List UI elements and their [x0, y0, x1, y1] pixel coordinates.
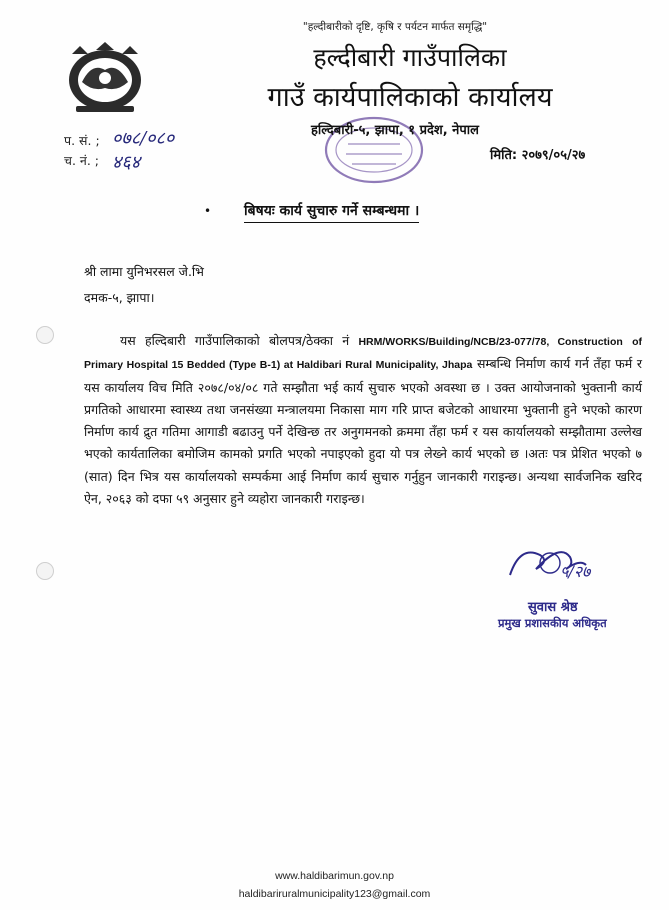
signature-date: ५/२७	[560, 562, 591, 581]
recipient-address: दमक-५, झापा।	[84, 290, 155, 305]
letter-subject: बिषयः कार्य सुचारु गर्ने सम्बन्धमा ।	[244, 200, 419, 223]
recipient-name: श्री लामा युनिभरसल जे.भि	[84, 264, 204, 279]
chalani-number-label: च. नं. ;	[64, 153, 99, 168]
contract-title: of Primary Hospital 15 Bedded (Type B-1) at Haldibari Rural Municipality, Jhapa	[84, 336, 642, 372]
tagline: "हल्दीबारीको दृष्टि, कृषि र पर्यटन मार्फत समृद्धि"	[302, 21, 488, 33]
punch-hole-top	[36, 326, 54, 344]
footer-email: haldibariruralmunicipality123@gmail.com	[238, 888, 431, 900]
letter-body	[84, 330, 642, 510]
office-address: हल्दिबारी-५, झापा, १ प्रदेश, नेपाल	[311, 123, 479, 138]
letter-date: मिति: २०७९/०५/२७	[490, 148, 586, 163]
chalani-number-value: ४६४	[112, 152, 141, 173]
footer-website: www.haldibarimun.gov.np	[275, 870, 394, 882]
patra-sankhya-label: प. सं. ;	[64, 133, 100, 148]
signatory-name: सुवास श्रेष्ठ	[528, 600, 578, 615]
signatory-title: प्रमुख प्रशासकीय अधिकृत	[498, 616, 607, 630]
patra-sankhya-value: ०७८/०८०	[112, 128, 175, 149]
body-rest: सम्बन्धि निर्माण कार्य गर्न तँहा फर्म र यस कार्यालय विच मिति २०७८/०४/०८ गते सम्झौता भई कार्य सुचारु भएको अवस्था छ । उक्त आयोजनाको भुक्तानी कार्य प्रगतिको आधारमा स्वास्थ्य तथा जनसंख्या मन्त्रालयमा निकासा माग गरि प्राप्त बजेटको आधारमा भुक्तानी हुने भएको कारण निर्माण कार्य द्रुत गतिमा आगाडी बढाउनु पर्ने देखिन्छ तर अनुगमनको क्रममा तँहा फर्म र यस कार्यालयको सम्झौतामा उल्लेख भएको कार्यतालिका बमोजिम कामको प्रगति भएको नपाइएको हुदा यो पत्र लेख्ने कार्य भएको छ ।अतः पत्र प्रेशित भएको ७ (सात) दिन भित्र यस कार्यालयको सम्पर्कमा आई निर्माण कार्य सुचारु गर्नुहुन जानकारी गराइन्छ। अन्यथा सार्वजनिक खरिद ऐन, २०६३ को दफा ५९ अनुसार हुने व्यहोरा जानकारी गराइन्छ।	[84, 356, 642, 507]
bullet-dot-icon: •	[204, 204, 212, 218]
contract-number: HRM/WORKS/Building/NCB/23-077/78, Construction	[358, 336, 623, 348]
office-name: हल्दीबारी गाउँपालिका	[313, 43, 507, 72]
body-intro: यस हल्दिबारी गाउँपालिकाको बोलपत्र/ठेक्का नं	[120, 333, 350, 348]
office-subtitle: गाउँ कार्यपालिकाको कार्यालय	[267, 82, 553, 113]
punch-hole-bottom	[36, 562, 54, 580]
nepal-government-emblem-icon	[62, 40, 148, 114]
